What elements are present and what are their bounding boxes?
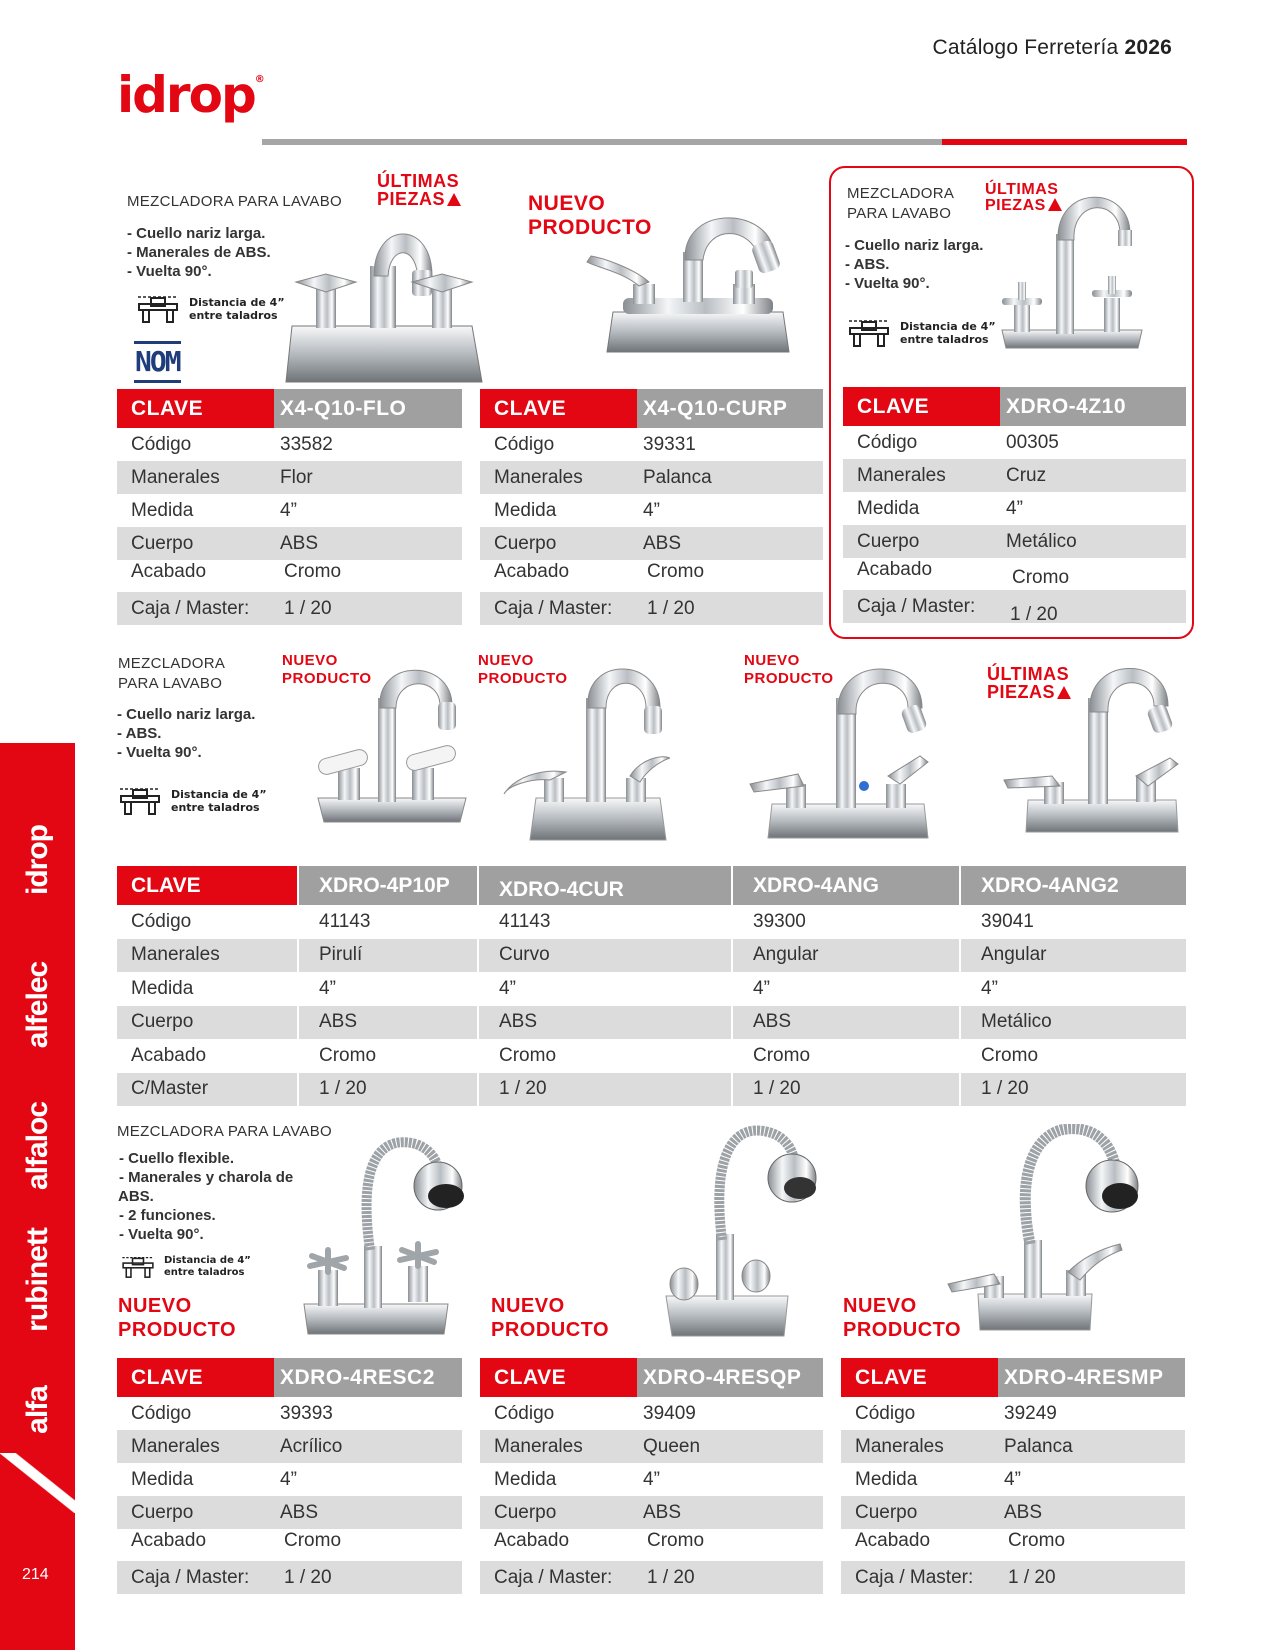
spec-value: Cruz — [1006, 464, 1047, 486]
spec-table-xdro-4z10 — [843, 387, 1186, 623]
spec-label: Acabado — [494, 561, 570, 582]
clave-value: XDRO-4RESC2 — [274, 1358, 462, 1397]
feature-line: - Manerales de ABS. — [127, 244, 271, 261]
product-title-line-2: PARA LAVABO — [847, 205, 952, 222]
idrop-logo: idrop® — [117, 66, 263, 124]
spec-label: Manerales — [494, 1435, 583, 1457]
spec-value: Cromo — [284, 561, 342, 582]
spec-value: 39249 — [1004, 1402, 1057, 1424]
header-divider-gray — [262, 139, 942, 145]
spec-row — [841, 1496, 1185, 1529]
spec-row — [843, 590, 1186, 623]
spec-row — [117, 905, 1186, 939]
page-number: 214 — [22, 1566, 49, 1583]
side-brand-idrop: idrop — [21, 825, 54, 895]
product-title: MEZCLADORA PARA LAVABO — [127, 193, 342, 210]
clave-label: CLAVE — [841, 1358, 998, 1397]
badge-line-1: NUEVO — [118, 1295, 192, 1317]
spec-value: Cromo — [647, 561, 705, 582]
feature-line: - Cuello nariz larga. — [117, 706, 256, 723]
spec-value: 4” — [1004, 1468, 1021, 1490]
faucet-image-angular-metal — [1000, 668, 1190, 840]
drill-distance-icon — [846, 316, 892, 350]
spec-row — [843, 492, 1186, 525]
spec-value: 39409 — [643, 1402, 696, 1424]
spec-row — [117, 592, 462, 625]
spec-label: Acabado — [131, 561, 207, 582]
feature-line: - Vuelta 90°. — [127, 263, 212, 280]
spec-label: Código — [131, 433, 192, 455]
badge-line-2: PRODUCTO — [528, 216, 652, 239]
badge-line-2: PIEZAS — [377, 189, 446, 209]
clave-label: CLAVE — [480, 389, 637, 428]
nuevo-producto-badge — [491, 1294, 609, 1342]
spec-value: Cromo — [959, 1039, 1186, 1073]
drill-distance-icon — [117, 784, 163, 818]
drill-distance-icon — [135, 292, 181, 326]
spec-value: ABS — [477, 1006, 731, 1040]
spec-value: Palanca — [643, 466, 712, 488]
spec-value: 4” — [477, 972, 731, 1006]
clave-value: X4-Q10-CURP — [637, 389, 823, 428]
clave-value: XDRO-4ANG — [731, 866, 959, 905]
spec-label: Medida — [131, 1468, 194, 1490]
spec-row — [480, 1529, 823, 1553]
header-divider-red — [942, 139, 1187, 145]
drill-distance-note — [135, 292, 285, 326]
product-title — [118, 654, 225, 694]
spec-header-row — [841, 1358, 1185, 1397]
spec-label: Manerales — [855, 1435, 944, 1457]
spec-label: Manerales — [494, 466, 583, 488]
spec-header-row — [117, 866, 1186, 905]
spec-value: Cromo — [1012, 567, 1070, 588]
clave-label: CLAVE — [843, 387, 1000, 426]
spec-value: ABS — [731, 1006, 959, 1040]
clave-label: CLAVE — [480, 1358, 637, 1397]
badge-line-2: PIEZAS — [985, 197, 1046, 214]
spec-label: Acabado — [855, 1530, 931, 1551]
spec-value: Angular — [731, 939, 959, 973]
spec-row — [117, 972, 1186, 1006]
distance-line-2: entre taladros — [164, 1267, 245, 1278]
spec-row — [480, 592, 823, 625]
badge-line-1: NUEVO — [478, 652, 534, 669]
clave-label: CLAVE — [117, 1358, 274, 1397]
spec-row — [843, 459, 1186, 492]
spec-value: 4” — [643, 1468, 660, 1490]
clave-value: X4-Q10-FLO — [274, 389, 462, 428]
product-title — [847, 184, 954, 224]
product-title-line-2: PARA LAVABO — [118, 675, 223, 692]
spec-row — [841, 1463, 1185, 1496]
spec-value: 1 / 20 — [477, 1073, 731, 1107]
drill-distance-note — [120, 1252, 251, 1282]
spec-value: Acrílico — [280, 1435, 343, 1457]
spec-row — [117, 1561, 462, 1594]
feature-line: - ABS. — [117, 725, 162, 742]
spec-row — [117, 494, 462, 527]
spec-value: ABS — [280, 1501, 319, 1523]
spec-label: Medida — [131, 499, 194, 521]
badge-line-2: PRODUCTO — [744, 670, 834, 687]
brand-side-band — [0, 743, 75, 1650]
clave-value: XDRO-4RESMP — [998, 1358, 1185, 1397]
spec-label: Código — [131, 910, 192, 932]
spec-row — [117, 1529, 462, 1553]
spec-value: Pirulí — [297, 939, 477, 973]
spec-label: Acabado — [131, 1530, 207, 1551]
spec-table-xdro-4resqp — [480, 1358, 823, 1594]
spec-label: Cuerpo — [855, 1501, 918, 1523]
spec-header-row — [117, 389, 462, 428]
spec-label: Caja / Master: — [131, 1566, 250, 1588]
spec-value: Cromo — [1008, 1530, 1066, 1551]
spec-value: Cromo — [284, 1530, 342, 1551]
spec-value: Angular — [959, 939, 1186, 973]
faucet-image-flexible-palanca — [944, 1124, 1164, 1352]
spec-label: Medida — [855, 1468, 918, 1490]
spec-value: 39041 — [959, 905, 1186, 939]
spec-value: 33582 — [280, 433, 333, 455]
drill-distance-icon — [120, 1252, 156, 1282]
faucet-image-flexible-queen — [660, 1122, 830, 1342]
spec-row — [117, 1006, 1186, 1040]
feature-line: - Vuelta 90°. — [117, 744, 202, 761]
spec-value: Curvo — [477, 939, 731, 973]
spec-row — [117, 527, 462, 560]
side-brand-rubinett: rubinett — [21, 1228, 54, 1332]
spec-value: Cromo — [731, 1039, 959, 1073]
spec-label: Caja / Master: — [855, 1566, 974, 1588]
clave-value: XDRO-4Z10 — [1000, 387, 1186, 426]
ultimas-piezas-badge — [377, 172, 461, 208]
spec-row — [480, 527, 823, 560]
spec-value: 00305 — [1006, 431, 1059, 453]
faucet-image-curvo — [500, 668, 670, 844]
spec-label: Código — [857, 431, 918, 453]
spec-row — [480, 494, 823, 527]
spec-label: Cuerpo — [494, 532, 557, 554]
faucet-image-palanca — [583, 212, 813, 357]
spec-label: Medida — [131, 977, 194, 999]
spec-value: Palanca — [1004, 1435, 1073, 1457]
faucet-image-piruli — [312, 668, 472, 828]
spec-row — [843, 426, 1186, 459]
distance-line-2: entre taladros — [900, 333, 989, 346]
badge-line-1: NUEVO — [282, 652, 338, 669]
drill-distance-note — [846, 316, 996, 350]
badge-line-2: PIEZAS — [987, 682, 1056, 702]
spec-row — [117, 461, 462, 494]
spec-value: 4” — [959, 972, 1186, 1006]
spec-row — [843, 525, 1186, 558]
distance-line-1: Distancia de 4” — [164, 1255, 251, 1266]
faucet-image-flor — [282, 226, 492, 384]
spec-header-row — [480, 389, 823, 428]
spec-table-xdro-4resmp — [841, 1358, 1185, 1594]
clave-value: XDRO-4CUR — [477, 866, 731, 905]
badge-line-2: PRODUCTO — [118, 1319, 237, 1341]
spec-value: 4” — [643, 499, 660, 521]
spec-value: 4” — [280, 499, 297, 521]
spec-row — [841, 1529, 1185, 1553]
spec-row — [480, 428, 823, 461]
spec-label: Manerales — [131, 944, 220, 966]
spec-label: Manerales — [131, 466, 220, 488]
spec-row — [480, 1463, 823, 1496]
spec-row — [117, 1463, 462, 1496]
spec-value: 1 / 20 — [284, 1566, 332, 1588]
feature-line: - Vuelta 90°. — [845, 275, 930, 292]
spec-row — [117, 1039, 1186, 1073]
spec-label: Manerales — [131, 1435, 220, 1457]
spec-label: Medida — [494, 1468, 557, 1490]
product-features — [119, 1149, 293, 1244]
spec-value: 4” — [1006, 497, 1023, 519]
spec-label: C/Master — [131, 1078, 209, 1100]
feature-line: ABS. — [118, 1188, 154, 1205]
spec-value: 1 / 20 — [284, 597, 332, 619]
spec-label: Caja / Master: — [131, 597, 250, 619]
spec-value: 1 / 20 — [959, 1073, 1186, 1107]
spec-row — [480, 461, 823, 494]
spec-label: Código — [494, 1402, 555, 1424]
badge-line-1: NUEVO — [843, 1295, 917, 1317]
spec-row — [117, 1397, 462, 1430]
warning-icon — [447, 193, 461, 206]
spec-label: Cuerpo — [494, 1501, 557, 1523]
badge-line-1: NUEVO — [491, 1295, 565, 1317]
catalog-year: 2026 — [1124, 36, 1172, 59]
spec-row — [841, 1397, 1185, 1430]
spec-row — [480, 560, 823, 584]
spec-value: Metálico — [1006, 530, 1077, 552]
badge-line-2: PRODUCTO — [478, 670, 568, 687]
spec-label: Código — [494, 433, 555, 455]
spec-row — [117, 939, 1186, 973]
idrop-logo-text: idrop — [117, 66, 255, 124]
spec-row — [117, 1430, 462, 1463]
spec-row — [117, 1073, 1186, 1107]
feature-line: - ABS. — [845, 256, 890, 273]
spec-value: 4” — [280, 1468, 297, 1490]
product-features — [127, 224, 271, 281]
spec-table-x4-q10-flo — [117, 389, 462, 625]
spec-value: Flor — [280, 466, 313, 488]
spec-label: Acabado — [131, 1044, 207, 1066]
spec-row — [117, 560, 462, 584]
spec-value: 4” — [297, 972, 477, 1006]
distance-line-2: entre taladros — [189, 309, 278, 322]
spec-row — [480, 1561, 823, 1594]
spec-value: Cromo — [477, 1039, 731, 1073]
spec-value: 39393 — [280, 1402, 333, 1424]
spec-header-row — [117, 1358, 462, 1397]
catalog-title — [933, 36, 1172, 60]
distance-line-1: Distancia de 4” — [900, 320, 996, 333]
spec-table-xdro-4resc2 — [117, 1358, 462, 1594]
spec-value: ABS — [297, 1006, 477, 1040]
spec-value: ABS — [643, 532, 682, 554]
spec-header-row — [843, 387, 1186, 426]
spec-row — [841, 1430, 1185, 1463]
product-features — [845, 236, 983, 293]
product-features — [117, 705, 255, 762]
spec-label: Cuerpo — [857, 530, 920, 552]
spec-value: 39300 — [731, 905, 959, 939]
distance-line-1: Distancia de 4” — [171, 788, 267, 801]
spec-value: 1 / 20 — [647, 1566, 695, 1588]
faucet-image-cruz — [998, 190, 1148, 365]
spec-value: Metálico — [959, 1006, 1186, 1040]
spec-label: Medida — [857, 497, 920, 519]
distance-line-2: entre taladros — [171, 801, 260, 814]
badge-line-2: PRODUCTO — [843, 1319, 962, 1341]
spec-label: Caja / Master: — [857, 595, 976, 617]
spec-row — [480, 1430, 823, 1463]
clave-value: XDRO-4ANG2 — [959, 866, 1186, 905]
spec-value: ABS — [643, 1501, 682, 1523]
spec-value: 1 / 20 — [1010, 603, 1058, 625]
feature-line: - Manerales y charola de — [119, 1169, 294, 1186]
spec-label: Cuerpo — [131, 1011, 194, 1033]
badge-line-2: PRODUCTO — [491, 1319, 610, 1341]
badge-line-1: ÚLTIMAS — [987, 664, 1070, 684]
spec-value: Cromo — [297, 1039, 477, 1073]
spec-value: 41143 — [477, 905, 731, 939]
product-title: MEZCLADORA PARA LAVABO — [117, 1123, 332, 1140]
spec-value: Queen — [643, 1435, 701, 1457]
spec-label: Cuerpo — [131, 1501, 194, 1523]
spec-label: Código — [855, 1402, 916, 1424]
spec-table-row2 — [117, 866, 1186, 1106]
feature-line: - Vuelta 90°. — [119, 1226, 204, 1243]
badge-line-1: NUEVO — [528, 192, 606, 215]
spec-label: Caja / Master: — [494, 1566, 613, 1588]
spec-label: Manerales — [857, 464, 946, 486]
spec-label: Código — [131, 1402, 192, 1424]
side-brand-alfaloc: alfaloc — [21, 1101, 54, 1191]
faucet-image-flexible-acrilico — [298, 1136, 468, 1346]
spec-label: Cuerpo — [131, 532, 194, 554]
badge-line-1: ÚLTIMAS — [377, 171, 460, 191]
badge-line-1: NUEVO — [744, 652, 800, 669]
clave-value: XDRO-4P10P — [297, 866, 477, 905]
faucet-image-angular — [744, 668, 934, 844]
feature-line: - 2 funciones. — [119, 1207, 216, 1224]
clave-label: CLAVE — [117, 866, 297, 905]
side-brand-alfa: alfa — [21, 1386, 54, 1434]
badge-line-2: PRODUCTO — [282, 670, 372, 687]
spec-label: Medida — [494, 499, 557, 521]
clave-label: CLAVE — [117, 389, 274, 428]
spec-value: Cromo — [647, 1530, 705, 1551]
product-title-line-1: MEZCLADORA — [847, 185, 955, 202]
spec-value: 41143 — [297, 905, 477, 939]
spec-value: 1 / 20 — [647, 597, 695, 619]
feature-line: - Cuello flexible. — [119, 1150, 235, 1167]
spec-label: Acabado — [494, 1530, 570, 1551]
spec-header-row — [480, 1358, 823, 1397]
spec-value: ABS — [280, 532, 319, 554]
side-band-swoosh — [0, 1453, 75, 1513]
spec-row — [841, 1561, 1185, 1594]
spec-value: ABS — [1004, 1501, 1043, 1523]
spec-value: 39331 — [643, 433, 696, 455]
clave-value: XDRO-4RESQP — [637, 1358, 823, 1397]
spec-row — [480, 1397, 823, 1430]
spec-value: 1 / 20 — [1008, 1566, 1056, 1588]
feature-line: - Cuello nariz larga. — [127, 225, 266, 242]
product-title-line-1: MEZCLADORA — [118, 655, 226, 672]
spec-value: 1 / 20 — [297, 1073, 477, 1107]
drill-distance-note — [117, 784, 267, 818]
distance-line-1: Distancia de 4” — [189, 296, 285, 309]
nuevo-producto-badge — [118, 1294, 236, 1342]
spec-row — [117, 1496, 462, 1529]
spec-label: Acabado — [857, 559, 933, 580]
feature-line: - Cuello nariz larga. — [845, 237, 984, 254]
catalog-title-text: Catálogo Ferretería — [932, 36, 1119, 59]
spec-table-x4-q10-curp — [480, 389, 823, 625]
spec-row — [843, 558, 1186, 588]
spec-row — [480, 1496, 823, 1529]
side-brand-alfelec: alfelec — [21, 961, 54, 1049]
spec-value: 1 / 20 — [731, 1073, 959, 1107]
nom-logo: NOM — [134, 341, 181, 383]
spec-label: Caja / Master: — [494, 597, 613, 619]
badge-line-1: ÚLTIMAS — [985, 181, 1059, 198]
spec-value: 4” — [731, 972, 959, 1006]
spec-row — [117, 428, 462, 461]
